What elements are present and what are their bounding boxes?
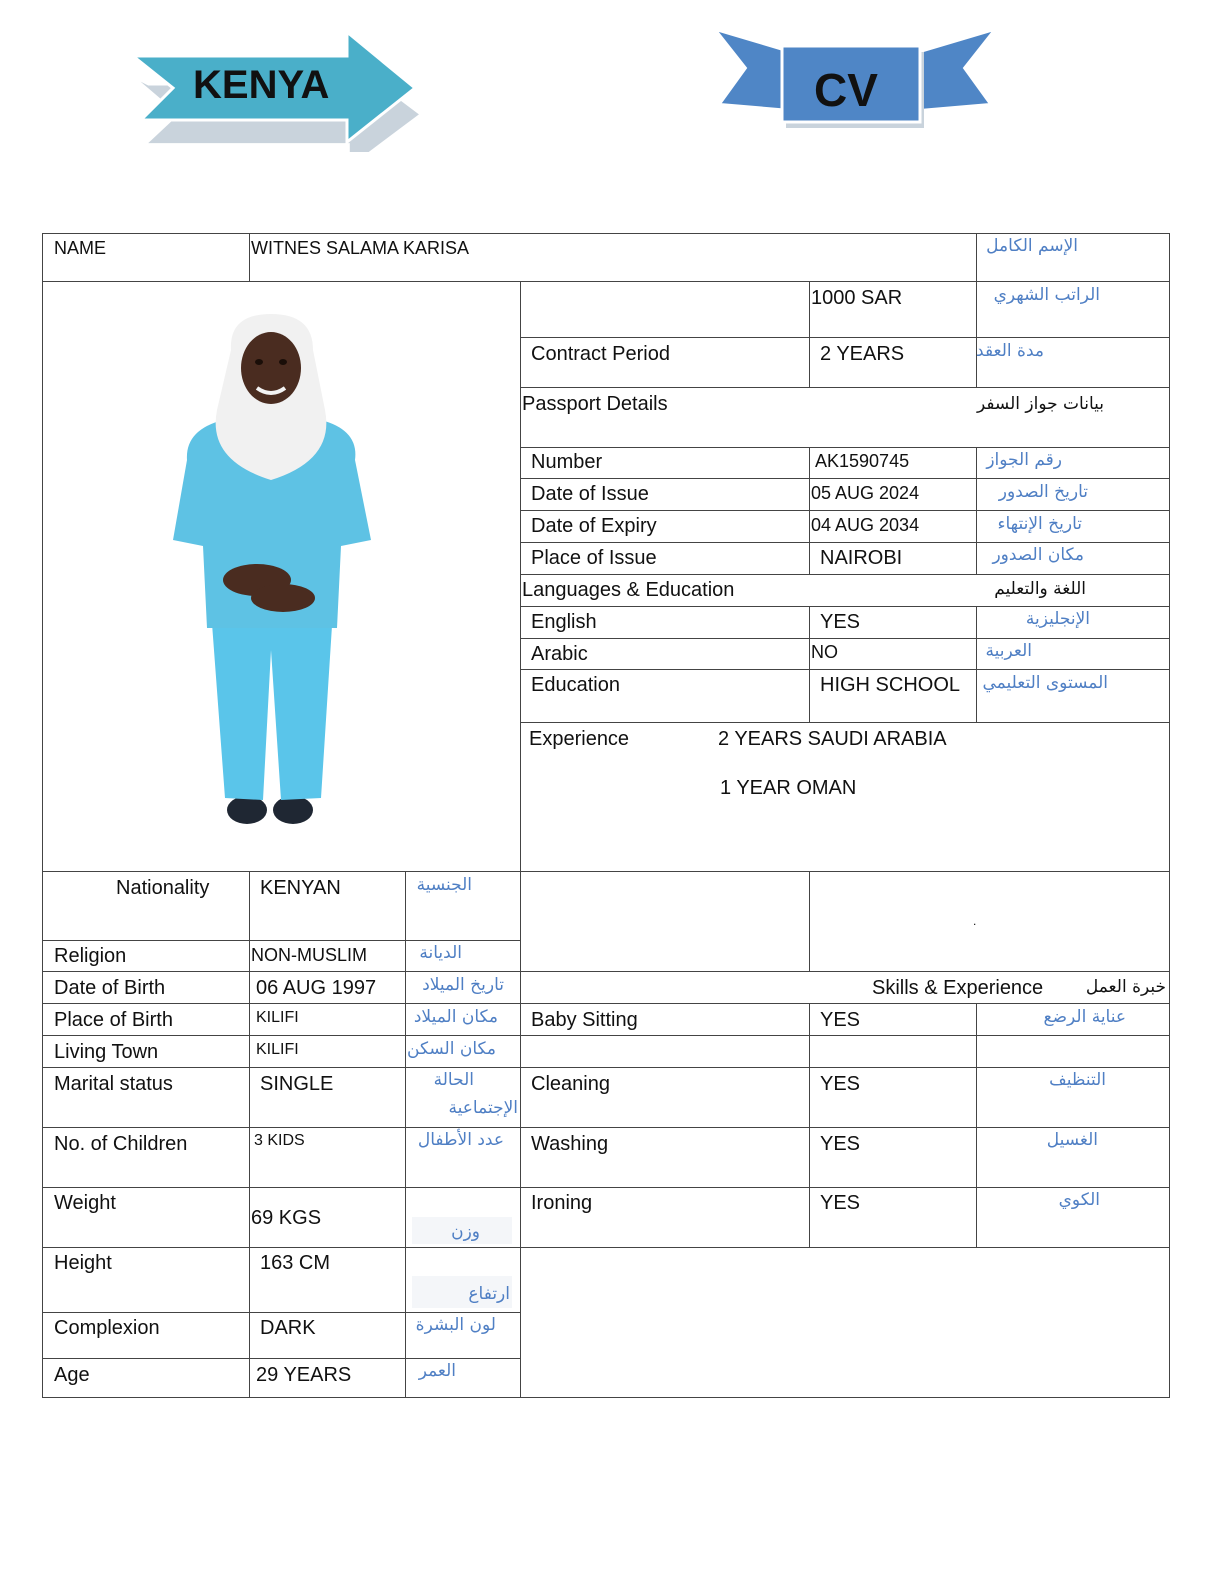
nationality-label-ar: الجنسية xyxy=(416,875,472,895)
ironing-label-ar: الكوي xyxy=(1058,1190,1100,1210)
height-label: Height xyxy=(54,1252,112,1274)
passport-heading: Passport Details xyxy=(522,393,668,415)
weight-value: 69 KGS xyxy=(251,1207,322,1229)
contract-value: 2 YEARS xyxy=(820,343,905,365)
candidate-photo xyxy=(145,310,395,830)
dob-label-ar: تاريخ الميلاد xyxy=(422,975,504,995)
marital-value: SINGLE xyxy=(260,1073,334,1095)
town-label-ar: مكان السكن xyxy=(407,1039,496,1059)
name-label-ar: الإسم الكامل xyxy=(986,236,1078,256)
marital-label-ar-1: الحالة xyxy=(433,1070,474,1090)
name-label: NAME xyxy=(54,238,107,258)
passport-number-value: AK1590745 xyxy=(815,451,910,471)
stray-dot: . xyxy=(973,914,977,928)
salary-label-ar: الراتب الشهري xyxy=(993,285,1100,305)
children-value: 3 KIDS xyxy=(254,1132,305,1149)
dob-label: Date of Birth xyxy=(54,977,166,999)
expiry-value: 04 AUG 2034 xyxy=(811,515,920,535)
issue-label-ar: تاريخ الصدور xyxy=(998,482,1088,502)
complexion-label: Complexion xyxy=(54,1317,160,1339)
languages-heading-ar: اللغة والتعليم xyxy=(994,579,1086,599)
children-label-ar: عدد الأطفال xyxy=(417,1130,504,1150)
empty-skill-cell-2 xyxy=(809,1035,977,1068)
english-label-ar: الإنجليزية xyxy=(1025,609,1090,629)
washing-value: YES xyxy=(820,1133,861,1155)
empty-skill-cell-1 xyxy=(520,1035,810,1068)
cv-banner-text: CV xyxy=(814,64,878,116)
washing-label: Washing xyxy=(531,1133,609,1155)
marital-label-ar-2: الإجتماعية xyxy=(448,1098,518,1118)
skills-heading-cell xyxy=(520,971,1170,1004)
marital-label: Marital status xyxy=(54,1073,173,1095)
ironing-value: YES xyxy=(820,1192,861,1214)
baby-label: Baby Sitting xyxy=(531,1009,638,1031)
weight-label-ar: وزن xyxy=(451,1222,480,1242)
weight-label: Weight xyxy=(54,1192,116,1214)
complexion-value: DARK xyxy=(260,1317,316,1339)
expiry-label-ar: تاريخ الإنتهاء xyxy=(997,514,1082,534)
arabic-label: Arabic xyxy=(531,643,588,665)
arabic-label-ar: العربية xyxy=(985,641,1032,661)
passport-number-ar: رقم الجواز xyxy=(986,450,1062,470)
age-label: Age xyxy=(54,1364,90,1386)
languages-heading: Languages & Education xyxy=(522,579,735,601)
children-label: No. of Children xyxy=(54,1133,188,1155)
arabic-value: NO xyxy=(811,642,838,662)
cleaning-value: YES xyxy=(820,1073,861,1095)
experience-line-2: 1 YEAR OMAN xyxy=(720,777,857,799)
religion-value: NON-MUSLIM xyxy=(251,945,367,965)
education-value: HIGH SCHOOL xyxy=(820,674,961,696)
baby-label-ar: عناية الرضع xyxy=(1043,1007,1126,1027)
town-value: KILIFI xyxy=(256,1041,299,1058)
place-label-ar: مكان الصدور xyxy=(992,545,1084,565)
education-label: Education xyxy=(531,674,620,696)
blank-cell-2 xyxy=(809,871,1170,972)
height-label-ar: ارتفاع xyxy=(468,1284,510,1304)
baby-value: YES xyxy=(820,1009,861,1031)
english-label: English xyxy=(531,611,597,633)
passport-heading-ar: بيانات جواز السفر xyxy=(976,394,1104,414)
passport-number-label: Number xyxy=(531,451,603,473)
nationality-label: Nationality xyxy=(116,877,210,899)
skills-heading-ar: خبرة العمل xyxy=(1085,977,1166,997)
age-label-ar: العمر xyxy=(418,1361,456,1381)
issue-label: Date of Issue xyxy=(531,483,649,505)
complexion-label-ar: لون البشرة xyxy=(415,1315,496,1335)
pob-value: KILIFI xyxy=(256,1009,299,1026)
expiry-label: Date of Expiry xyxy=(531,515,657,537)
washing-label-ar: الغسيل xyxy=(1046,1130,1098,1150)
issue-value: 05 AUG 2024 xyxy=(811,483,920,503)
blank-cell-1 xyxy=(520,871,810,972)
nationality-value: KENYAN xyxy=(260,877,341,899)
cv-ribbon-banner xyxy=(710,22,1000,137)
salary-label-cell xyxy=(520,281,810,338)
age-value: 29 YEARS xyxy=(256,1364,352,1386)
pob-label-ar: مكان الميلاد xyxy=(413,1007,498,1027)
height-value: 163 CM xyxy=(260,1252,331,1274)
english-value: YES xyxy=(820,611,861,633)
empty-skill-cell-3 xyxy=(976,1035,1170,1068)
town-label: Living Town xyxy=(54,1041,159,1063)
religion-label-ar: الديانة xyxy=(419,943,462,963)
empty-bottom-right-cell xyxy=(520,1247,1170,1398)
dob-value: 06 AUG 1997 xyxy=(256,977,377,999)
place-value: NAIROBI xyxy=(820,547,903,569)
contract-label-ar: مدة العقد xyxy=(976,341,1044,361)
contract-label: Contract Period xyxy=(531,343,670,365)
education-label-ar: المستوى التعليمي xyxy=(982,673,1108,693)
salary-value: 1000 SAR xyxy=(811,287,903,309)
experience-line-1: 2 YEARS SAUDI ARABIA xyxy=(718,728,947,750)
skills-heading: Skills & Experience xyxy=(872,977,1044,999)
experience-label: Experience xyxy=(529,728,630,750)
pob-label: Place of Birth xyxy=(54,1009,173,1031)
cleaning-label: Cleaning xyxy=(531,1073,610,1095)
kenya-banner-text: KENYA xyxy=(193,63,330,107)
kenya-arrow-banner xyxy=(125,22,425,152)
cleaning-label-ar: التنظيف xyxy=(1049,1070,1106,1090)
ironing-label: Ironing xyxy=(531,1192,593,1214)
name-value: WITNES SALAMA KARISA xyxy=(251,238,470,258)
place-label: Place of Issue xyxy=(531,547,657,569)
religion-label: Religion xyxy=(54,945,127,967)
